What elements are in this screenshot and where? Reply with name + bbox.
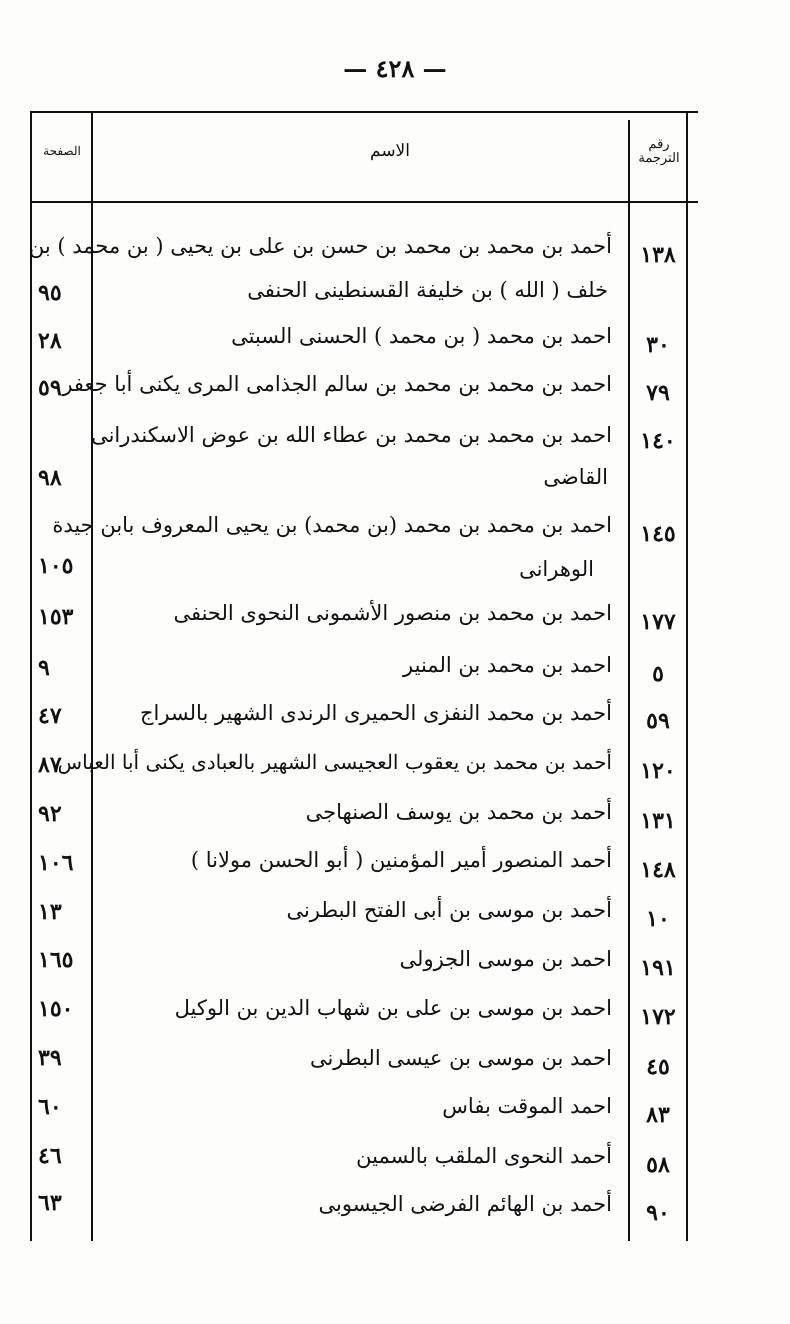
- entry-number: ١٢٠: [640, 758, 676, 784]
- name-line: أحمد النحوى الملقب بالسمين: [356, 1144, 612, 1168]
- entry-number: ١٤٥: [640, 521, 676, 547]
- name-line: احمد الموقت بفاس: [442, 1094, 612, 1118]
- page-ref: ١٥٠: [38, 996, 74, 1022]
- page-ref: ٨٧: [38, 752, 62, 778]
- page-ref: ٢٨: [38, 328, 62, 354]
- entry-number: ٥٨: [646, 1152, 670, 1178]
- name-line: احمد بن موسى بن على بن شهاب الدين بن الوكيل: [174, 996, 612, 1020]
- name-line: احمد بن موسى بن عيسى البطرنى: [309, 1046, 612, 1070]
- entry-number: ١٧٧: [640, 609, 676, 635]
- name-line: خلف ( الله ) بن خليفة القسنطينى الحنفى: [247, 278, 608, 302]
- table-top-rule: [30, 111, 698, 113]
- name-line: احمد بن محمد بن المنير: [403, 653, 612, 677]
- name-line: احمد بن محمد بن محمد بن سالم الجذامى المرى يكنى أبا جعفر: [62, 372, 612, 396]
- name-line: أحمد بن محمد بن محمد بن حسن بن على بن يحيى ( بن محمد ) بن: [28, 234, 612, 258]
- name-line: القاضى: [543, 465, 608, 489]
- entry-number: ١٣١: [640, 808, 676, 834]
- name-line: احمد بن محمد بن منصور الأشمونى النحوى الحنفى: [173, 601, 612, 625]
- entry-number: ٥٩: [646, 708, 670, 734]
- entry-number: ١٩١: [640, 955, 676, 981]
- entry-number: ٥: [652, 661, 664, 687]
- entry-number: ٤٥: [646, 1054, 670, 1080]
- name-line: أحمد بن محمد بن يوسف الصنهاجى: [305, 800, 612, 824]
- name-line: أحمد المنصور أمير المؤمنين ( أبو الحسن مولانا ): [190, 848, 612, 872]
- entry-number: ٣٠: [646, 332, 670, 358]
- page-ref: ٦٣: [38, 1190, 62, 1216]
- name-line: احمد بن محمد ( بن محمد ) الحسنى السبتى: [231, 324, 612, 348]
- page-ref: ١٠٥: [38, 553, 74, 579]
- header-bottom-rule: [30, 201, 698, 203]
- entry-number: ١٤٨: [640, 857, 676, 883]
- page-ref: ٩٢: [38, 801, 62, 827]
- page-ref: ٤٧: [38, 703, 62, 729]
- header-page: الصفحة: [43, 144, 81, 158]
- name-line: أحمد بن محمد بن يعقوب العجيسى الشهير بالعبادى يكنى أبا العباس: [57, 750, 612, 774]
- name-line: احمد بن محمد بن محمد بن عطاء الله بن عوض الاسكندرانى: [91, 423, 612, 447]
- entry-number: ١٤٠: [640, 428, 676, 454]
- page-ref: ٥٩: [38, 375, 62, 401]
- left-column-rule: [30, 111, 32, 1241]
- name-line: أحمد بن محمد النفزى الحميرى الرندى الشهير بالسراج: [139, 701, 612, 725]
- page-number: — ٤٢٨ —: [343, 54, 447, 83]
- name-line: أحمد بن الهائم الفرضى الجيسوبى: [318, 1192, 612, 1216]
- header-entry-number: رقم الترجمة: [638, 137, 680, 167]
- page-ref: ٣٩: [38, 1045, 62, 1071]
- page-ref: ١٦٥: [38, 947, 74, 973]
- page-ref: ٩: [38, 655, 50, 681]
- page-ref: ١٠٦: [38, 850, 74, 876]
- name-line: أحمد بن موسى بن أبى الفتح البطرنى: [286, 898, 612, 922]
- entry-number: ٩٠: [646, 1200, 670, 1226]
- entry-number: ٧٩: [646, 380, 670, 406]
- entry-number: ١٠: [646, 906, 670, 932]
- page-ref: ٦٠: [38, 1094, 62, 1120]
- entry-number: ١٣٨: [640, 242, 676, 268]
- page-ref: ٩٨: [38, 465, 62, 491]
- entry-number: ١٧٢: [640, 1004, 676, 1030]
- right-column-rule: [686, 111, 688, 1241]
- name-line: الوهرانى: [519, 557, 594, 581]
- page-ref: ١٣: [38, 899, 62, 925]
- header-name: الاسم: [370, 141, 410, 161]
- page-ref: ٤٦: [38, 1143, 62, 1169]
- page-ref: ٩٥: [38, 280, 62, 306]
- page-column-rule: [91, 111, 93, 1241]
- name-line: احمد بن موسى الجزولى: [399, 947, 612, 971]
- name-line: احمد بن محمد بن محمد (بن محمد) بن يحيى المعروف بابن جيدة: [52, 513, 612, 537]
- entry-number: ٨٣: [646, 1102, 670, 1128]
- page-ref: ١٥٣: [38, 604, 74, 630]
